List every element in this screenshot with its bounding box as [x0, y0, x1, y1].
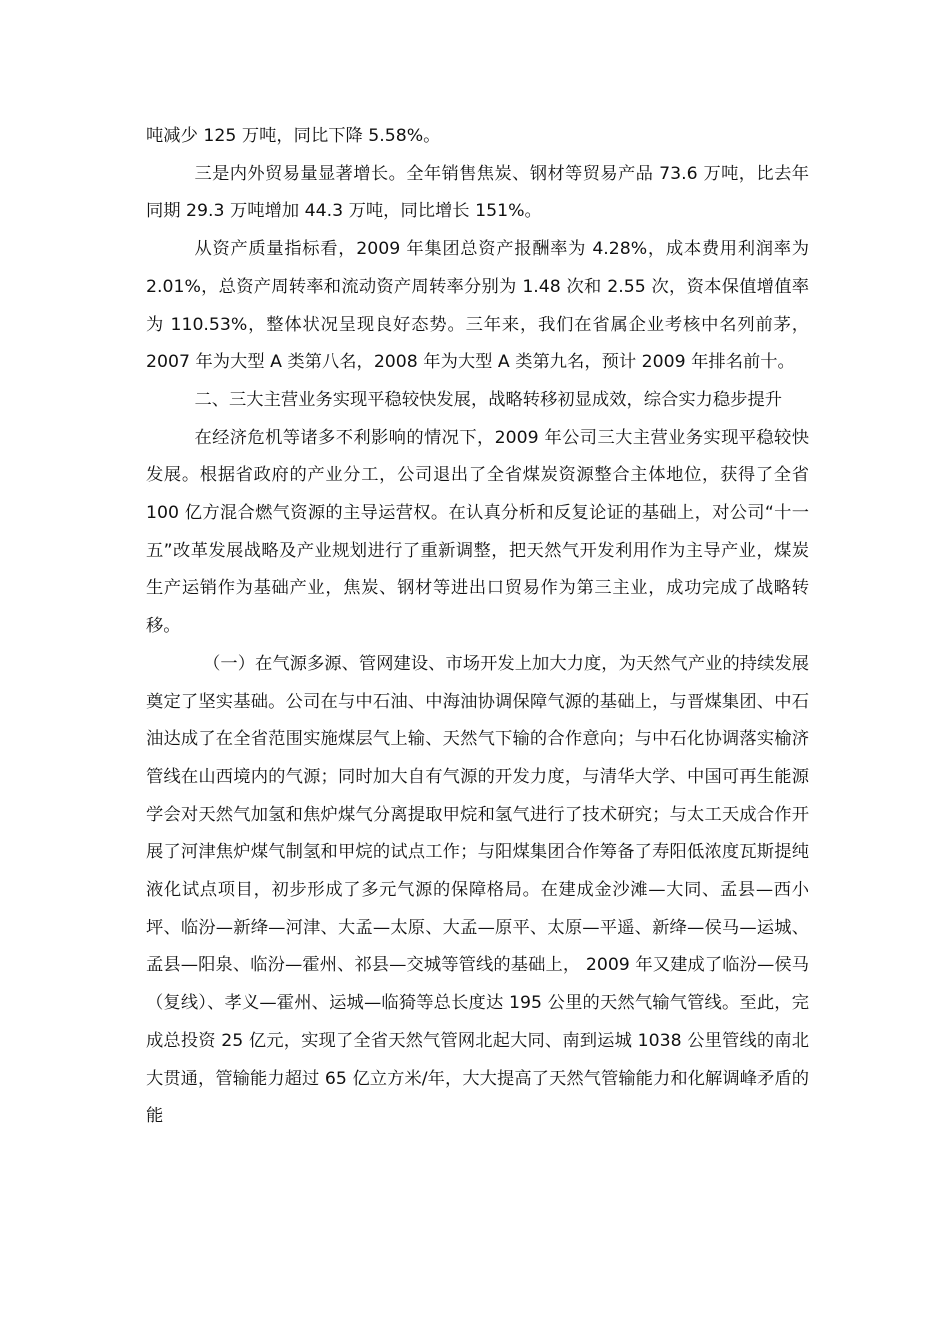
- paragraph-natural-gas: （一）在气源多源、管网建设、市场开发上加大力度，为天然气产业的持续发展奠定了坚实基础。公司在与中石油、中海油协调保障气源的基础上，与晋煤集团、中石油达成了在全省范围实施煤层气上输、天然气下输的合作意向；与中石化协调落实榆济管线在山西境内的气源；同时加大自有气源的开发力度，与清华大学、中国可再生能源学会对天然气加氢和焦炉煤气分离提取甲烷和氢气进行了技术研究；与太工天成合作开展了河津焦炉煤气制氢和甲烷的试点工作；与阳煤集团合作筹备了寿阳低浓度瓦斯提纯液化试点项目，初步形成了多元气源的保障格局。在建成金沙滩—大同、孟县—西小坪、临汾—新绛—河津、大孟—太原、大孟—原平、太原—平遥、新绛—侯马—运城、孟县—阳泉、临汾—霍州、祁县—交城等管线的基础上， 2009 年又建成了临汾—侯马（复线）、孝义—霍州、运城—临猗等总长度达 195 公里的天然气输气管线。至此，完成总投资 25 亿元，实现了全省天然气管网北起大同、南到运城 1038 公里管线的南北大贯通，管输能力超过 65 亿立方米/年，大大提高了天然气管输能力和化解调峰矛盾的能: [146, 653, 809, 1127]
- paragraph-continuation: 吨减少 125 万吨，同比下降 5.58%。: [146, 126, 441, 146]
- paragraph-main-business: 在经济危机等诸多不利影响的情况下，2009 年公司三大主营业务实现平稳较快发展。根据省政府的产业分工，公司退出了全省煤炭资源整合主体地位，获得了全省 100 亿方混合燃气资源的主导运营权。在认真分析和反复论证的基础上，对公司“十一五”改革发展战略及产业规划进行了重新调整，把天然气开发利用作为主导产业，煤炭生产运销作为基础产业，焦炭、钢材等进出口贸易作为第三主业，成功完成了战略转移。: [146, 427, 809, 637]
- section-heading: 二、三大主营业务实现平稳较快发展，战略转移初显成效，综合实力稳步提升: [194, 389, 783, 410]
- document-page: [146, 118, 809, 1136]
- paragraph-trade-growth: 三是内外贸易量显著增长。全年销售焦炭、钢材等贸易产品 73.6 万吨，比去年同期 29.3 万吨增加 44.3 万吨，同比增长 151%。: [146, 163, 809, 222]
- paragraph-asset-quality: 从资产质量指标看，2009 年集团总资产报酬率为 4.28%，成本费用利润率为 2.01%，总资产周转率和流动资产周转率分别为 1.48 次和 2.55 次，资本保值增值率为 110.53%，整体状况呈现良好态势。三年来，我们在省属企业考核中名列前茅，2007 年为大型 A 类第八名，2008 年为大型 A 类第九名，预计 2009 年排名前十。: [146, 239, 809, 373]
